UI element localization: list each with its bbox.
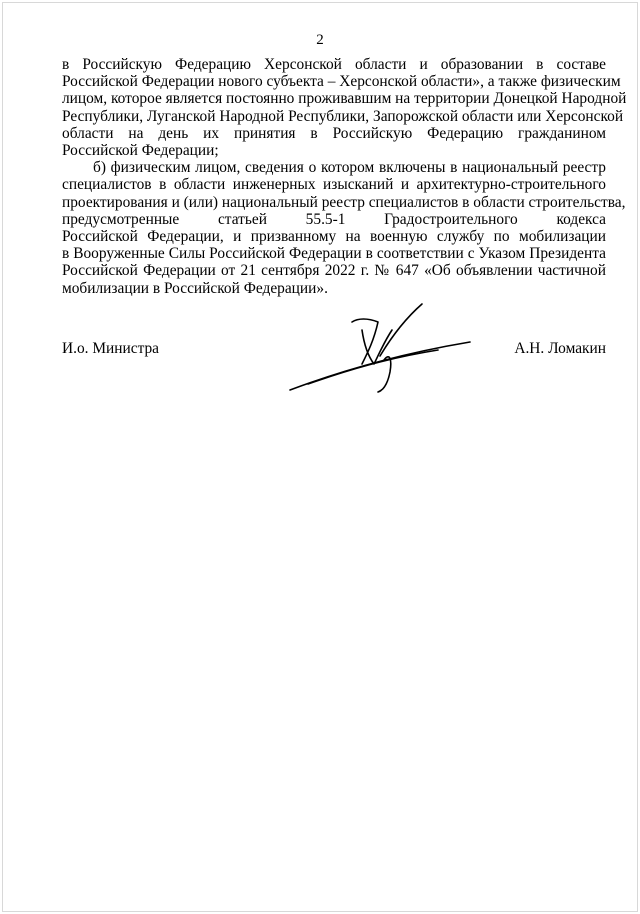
text-line: в Вооруженные Силы Российской Федерации в соответствии с Указом Президента	[62, 245, 606, 263]
signatory-name: А.Н. Ломакин	[514, 340, 606, 357]
paragraph-continuation	[62, 56, 627, 160]
text-line: специалистов в области инженерных изысканий и архитектурно-строительного	[62, 176, 606, 194]
text-line: области на день их принятия в Российскую Федерацию гражданином	[62, 124, 606, 142]
text-line: Российской Федерации от 21 сентября 2022 г. № 647 «Об объявлении частичной	[62, 262, 606, 280]
text-line: Российской Федерации нового субъекта – Херсонской области», а также физическим	[62, 73, 621, 91]
text-line: проектирования и (или) национальный реестр специалистов в области строительства,	[62, 193, 626, 211]
text-line: Российской Федерации, и призванному на военную службу по мобилизации	[62, 228, 606, 246]
body-text	[62, 56, 627, 297]
page-number: 2	[316, 32, 324, 48]
text-line: предусмотренные статьей 55.5-1 Градостроительного кодекса	[62, 210, 606, 228]
text-line: в Российскую Федерацию Херсонской области и образовании в составе	[62, 56, 606, 73]
text-line: мобилизации в Российской Федерации».	[62, 279, 328, 297]
paragraph-b	[62, 159, 626, 297]
text-line: лицом, которое является постоянно проживавшим на территории Донецкой Народной	[62, 90, 627, 108]
text-line: Российской Федерации;	[62, 142, 219, 160]
text-line: б) физическим лицом, сведения о котором включены в национальный реестр	[93, 159, 606, 177]
signatory-title: И.о. Министра	[62, 340, 160, 357]
text-line: Республики, Луганской Народной Республики, Запорожской области или Херсонской	[62, 107, 624, 125]
handwritten-signature	[288, 300, 478, 400]
